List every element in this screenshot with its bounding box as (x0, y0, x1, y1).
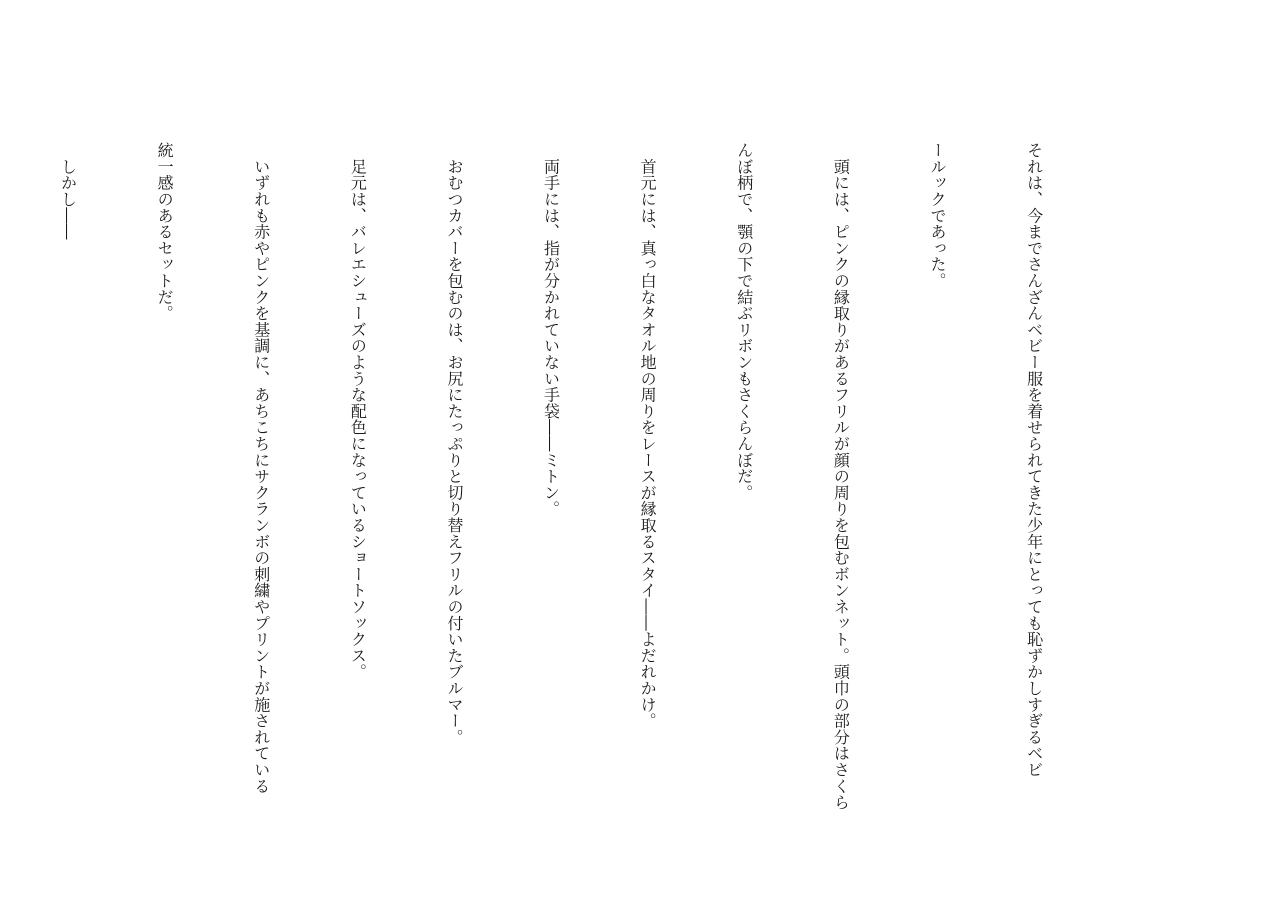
vertical-text-body (0, 142, 1114, 811)
text-line: しかし―― (58, 142, 78, 240)
text-line: いずれも赤やピンクを基調に、あちこちにサクランボの刺繍やプリントが施されている (251, 142, 271, 794)
text-line: それは、今までさんざんベビー服を着せられてきた少年にとっても恥ずかしすぎるベビ (1024, 142, 1044, 778)
text-line: 首元には、真っ白なタオル地の周りをレースが縁取るスタイ――よだれかけ。 (638, 142, 658, 729)
text-line: 両手には、指が分かれていない手袋――ミトン。 (541, 142, 561, 517)
text-line: 統一感のあるセットだ。 (155, 142, 175, 322)
text-line: おむつカバーを包むのは、お尻にたっぷりと切り替えフリルの付いたブルマー。 (444, 142, 464, 746)
text-line: んぼ柄で、顎の下で結ぶリボンもさくらんぼだ。 (734, 142, 754, 501)
text-line: ールックであった。 (927, 142, 947, 289)
text-line: 頭には、ピンクの縁取りがあるフリルが顔の周りを包むボンネット。頭巾の部分はさくら (831, 142, 851, 811)
text-line: 足元は、バレエシューズのような配色になっているショートソックス。 (348, 142, 368, 680)
